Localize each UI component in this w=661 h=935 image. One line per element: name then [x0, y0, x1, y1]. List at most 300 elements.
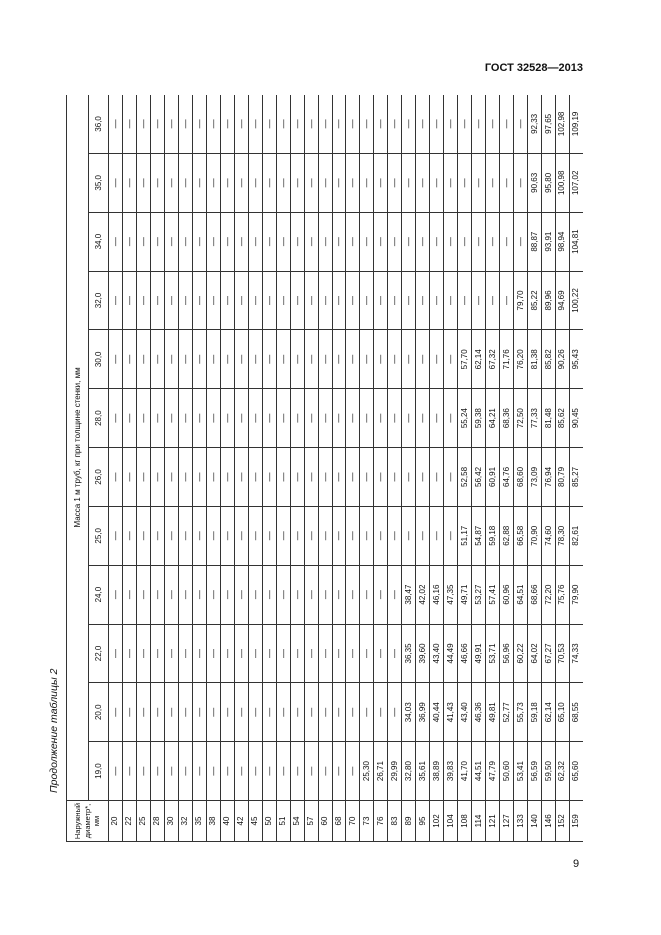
mass-value-cell: —: [374, 506, 388, 565]
mass-value-cell: —: [444, 330, 458, 389]
diameter-cell: 38: [206, 801, 220, 842]
mass-value-cell: —: [304, 683, 318, 742]
mass-value-cell: —: [150, 683, 164, 742]
mass-value-cell: —: [416, 95, 430, 153]
mass-value-cell: 81,48: [542, 389, 556, 448]
mass-value-cell: —: [346, 95, 360, 153]
mass-value-cell: 94,69: [556, 271, 570, 330]
mass-value-cell: —: [164, 95, 178, 153]
mass-value-cell: —: [374, 624, 388, 683]
mass-value-cell: —: [206, 389, 220, 448]
mass-value-cell: —: [192, 624, 206, 683]
mass-value-cell: —: [220, 389, 234, 448]
mass-value-cell: —: [360, 624, 374, 683]
mass-value-cell: —: [262, 506, 276, 565]
mass-value-cell: 47,79: [486, 742, 500, 801]
mass-value-cell: —: [388, 212, 402, 271]
table-row: [374, 95, 388, 842]
mass-value-cell: 32,80: [402, 742, 416, 801]
mass-value-cell: —: [332, 506, 346, 565]
table-row: [444, 95, 458, 842]
mass-value-cell: 29,99: [388, 742, 402, 801]
mass-value-cell: —: [332, 742, 346, 801]
mass-value-cell: —: [276, 212, 290, 271]
mass-value-cell: —: [262, 742, 276, 801]
mass-value-cell: —: [122, 565, 136, 624]
mass-value-cell: —: [220, 506, 234, 565]
diameter-cell: 146: [542, 801, 556, 842]
mass-value-cell: 44,49: [444, 624, 458, 683]
mass-value-cell: —: [164, 212, 178, 271]
mass-value-cell: —: [290, 624, 304, 683]
mass-value-cell: —: [109, 271, 123, 330]
mass-value-cell: —: [178, 212, 192, 271]
mass-value-cell: —: [220, 742, 234, 801]
table-row: [192, 95, 206, 842]
diameter-cell: 159: [569, 801, 583, 842]
mass-value-cell: 90,26: [556, 330, 570, 389]
mass-value-cell: —: [458, 271, 472, 330]
mass-value-cell: 55,24: [458, 389, 472, 448]
mass-value-cell: —: [430, 448, 444, 507]
mass-value-cell: —: [150, 153, 164, 212]
mass-value-cell: —: [388, 683, 402, 742]
mass-value-cell: 59,18: [486, 506, 500, 565]
diameter-cell: 89: [402, 801, 416, 842]
mass-value-cell: —: [136, 742, 150, 801]
mass-value-cell: —: [136, 624, 150, 683]
mass-value-cell: —: [360, 565, 374, 624]
mass-value-cell: —: [430, 271, 444, 330]
mass-value-cell: —: [234, 389, 248, 448]
mass-value-cell: —: [109, 565, 123, 624]
mass-value-cell: —: [416, 153, 430, 212]
mass-value-cell: 98,94: [556, 212, 570, 271]
table-row: [136, 95, 150, 842]
mass-value-cell: —: [514, 95, 528, 153]
diameter-cell: 152: [556, 801, 570, 842]
diameter-cell: 133: [514, 801, 528, 842]
mass-value-cell: 73,09: [528, 448, 542, 507]
mass-value-cell: —: [304, 448, 318, 507]
mass-value-cell: —: [486, 153, 500, 212]
mass-value-cell: —: [444, 271, 458, 330]
mass-value-cell: 71,76: [500, 330, 514, 389]
mass-value-cell: —: [192, 448, 206, 507]
mass-value-cell: —: [374, 683, 388, 742]
mass-value-cell: —: [164, 683, 178, 742]
mass-value-cell: —: [164, 330, 178, 389]
mass-value-cell: —: [402, 448, 416, 507]
mass-value-cell: 107,02: [569, 153, 583, 212]
mass-value-cell: —: [500, 271, 514, 330]
mass-value-cell: —: [178, 153, 192, 212]
mass-value-cell: —: [486, 95, 500, 153]
mass-value-cell: 64,02: [528, 624, 542, 683]
mass-value-cell: 41,43: [444, 683, 458, 742]
mass-value-cell: —: [109, 683, 123, 742]
mass-value-cell: 34,03: [402, 683, 416, 742]
mass-value-cell: —: [402, 271, 416, 330]
mass-value-cell: 38,89: [430, 742, 444, 801]
thickness-header-cell: 24,0: [89, 565, 109, 624]
mass-value-cell: —: [472, 153, 486, 212]
mass-value-cell: —: [430, 506, 444, 565]
table-row: [486, 95, 500, 842]
mass-value-cell: —: [206, 683, 220, 742]
mass-value-cell: —: [332, 448, 346, 507]
mass-value-cell: —: [360, 683, 374, 742]
mass-value-cell: 62,14: [542, 683, 556, 742]
diameter-cell: 60: [318, 801, 332, 842]
mass-value-cell: —: [276, 624, 290, 683]
mass-value-cell: —: [136, 95, 150, 153]
mass-value-cell: —: [402, 153, 416, 212]
mass-value-cell: 60,91: [486, 448, 500, 507]
table-row: [528, 95, 542, 842]
mass-value-cell: —: [332, 624, 346, 683]
mass-value-cell: —: [262, 389, 276, 448]
mass-value-cell: 39,83: [444, 742, 458, 801]
mass-value-cell: 49,71: [458, 565, 472, 624]
table-row: [150, 95, 164, 842]
mass-value-cell: —: [388, 448, 402, 507]
mass-value-cell: 62,32: [556, 742, 570, 801]
mass-value-cell: 85,22: [528, 271, 542, 330]
diameter-cell: 20: [109, 801, 123, 842]
mass-value-cell: —: [388, 624, 402, 683]
diameter-cell: 30: [164, 801, 178, 842]
mass-value-cell: —: [262, 565, 276, 624]
mass-value-cell: —: [164, 565, 178, 624]
mass-value-cell: 26,71: [374, 742, 388, 801]
mass-value-cell: —: [192, 742, 206, 801]
table-row: [262, 95, 276, 842]
mass-value-cell: —: [122, 624, 136, 683]
mass-value-cell: —: [248, 683, 262, 742]
mass-value-cell: —: [276, 389, 290, 448]
mass-value-cell: —: [346, 153, 360, 212]
mass-value-cell: —: [206, 506, 220, 565]
diameter-cell: 45: [248, 801, 262, 842]
mass-value-cell: —: [444, 95, 458, 153]
mass-value-cell: 93,91: [542, 212, 556, 271]
mass-value-cell: —: [290, 742, 304, 801]
table-row: [346, 95, 360, 842]
mass-value-cell: —: [178, 742, 192, 801]
mass-value-cell: —: [318, 683, 332, 742]
mass-value-cell: —: [220, 212, 234, 271]
mass-value-cell: —: [150, 448, 164, 507]
thickness-header-cell: 34,0: [89, 212, 109, 271]
diameter-cell: 70: [346, 801, 360, 842]
diameter-cell: 95: [416, 801, 430, 842]
mass-value-cell: —: [332, 389, 346, 448]
mass-value-cell: —: [206, 212, 220, 271]
diameter-cell: 40: [220, 801, 234, 842]
mass-value-cell: —: [192, 506, 206, 565]
mass-value-cell: 66,58: [514, 506, 528, 565]
mass-value-cell: 100,98: [556, 153, 570, 212]
mass-value-cell: —: [109, 330, 123, 389]
mass-value-cell: —: [178, 565, 192, 624]
mass-value-cell: —: [220, 448, 234, 507]
mass-value-cell: —: [290, 506, 304, 565]
thickness-header-cell: 30,0: [89, 330, 109, 389]
mass-value-cell: 46,16: [430, 565, 444, 624]
mass-value-cell: 55,73: [514, 683, 528, 742]
mass-value-cell: —: [164, 389, 178, 448]
diameter-cell: 73: [360, 801, 374, 842]
mass-value-cell: —: [318, 330, 332, 389]
mass-value-cell: 67,32: [486, 330, 500, 389]
mass-value-cell: —: [276, 506, 290, 565]
mass-value-cell: 52,77: [500, 683, 514, 742]
table-row: [556, 95, 570, 842]
mass-value-cell: —: [220, 153, 234, 212]
mass-value-cell: —: [430, 153, 444, 212]
mass-value-cell: —: [304, 742, 318, 801]
mass-value-cell: —: [262, 448, 276, 507]
mass-value-cell: —: [332, 95, 346, 153]
mass-value-cell: 59,50: [542, 742, 556, 801]
mass-value-cell: —: [192, 565, 206, 624]
mass-value-cell: 79,70: [514, 271, 528, 330]
table-row: [234, 95, 248, 842]
table-row: [500, 95, 514, 842]
mass-value-cell: —: [248, 389, 262, 448]
mass-value-cell: —: [444, 448, 458, 507]
mass-value-cell: —: [178, 624, 192, 683]
mass-value-cell: 109,19: [569, 95, 583, 153]
mass-value-cell: —: [402, 389, 416, 448]
mass-value-cell: 68,60: [514, 448, 528, 507]
table-row: [388, 95, 402, 842]
mass-value-cell: —: [472, 95, 486, 153]
mass-value-cell: —: [150, 624, 164, 683]
mass-value-cell: —: [136, 448, 150, 507]
diameter-column-header: Наружный диаметр*, мм: [67, 801, 109, 842]
mass-value-cell: —: [248, 212, 262, 271]
mass-value-cell: —: [374, 95, 388, 153]
mass-value-cell: —: [360, 153, 374, 212]
mass-value-cell: —: [178, 95, 192, 153]
diameter-cell: 140: [528, 801, 542, 842]
mass-value-cell: —: [290, 448, 304, 507]
mass-value-cell: —: [164, 742, 178, 801]
mass-value-cell: —: [122, 742, 136, 801]
mass-value-cell: —: [458, 212, 472, 271]
mass-value-cell: —: [206, 153, 220, 212]
mass-value-cell: —: [276, 565, 290, 624]
table-row: [569, 95, 583, 842]
mass-value-cell: —: [234, 506, 248, 565]
table-header-row: [67, 95, 89, 842]
mass-value-cell: —: [430, 212, 444, 271]
mass-value-cell: —: [206, 565, 220, 624]
thickness-header-cell: 36,0: [89, 95, 109, 153]
mass-value-cell: —: [332, 153, 346, 212]
table-row: [430, 95, 444, 842]
thickness-header-cell: 19,0: [89, 742, 109, 801]
mass-value-cell: —: [430, 95, 444, 153]
mass-value-cell: —: [122, 389, 136, 448]
diameter-cell: 22: [122, 801, 136, 842]
mass-value-cell: —: [220, 565, 234, 624]
table-row: [164, 95, 178, 842]
mass-value-cell: —: [430, 389, 444, 448]
diameter-cell: 35: [192, 801, 206, 842]
mass-value-cell: —: [248, 506, 262, 565]
mass-value-cell: —: [178, 506, 192, 565]
mass-value-cell: —: [192, 212, 206, 271]
mass-value-cell: —: [248, 271, 262, 330]
mass-value-cell: —: [332, 212, 346, 271]
mass-value-cell: —: [318, 271, 332, 330]
mass-value-cell: 60,22: [514, 624, 528, 683]
mass-value-cell: —: [318, 212, 332, 271]
mass-value-cell: —: [514, 212, 528, 271]
mass-value-cell: —: [192, 153, 206, 212]
mass-value-cell: —: [332, 271, 346, 330]
mass-value-cell: —: [206, 624, 220, 683]
mass-value-cell: 25,30: [360, 742, 374, 801]
mass-value-cell: —: [150, 212, 164, 271]
diameter-cell: 127: [500, 801, 514, 842]
diameter-cell: 114: [472, 801, 486, 842]
mass-value-cell: 102,98: [556, 95, 570, 153]
mass-value-cell: —: [122, 95, 136, 153]
page-number: 9: [573, 858, 580, 870]
mass-value-cell: —: [178, 330, 192, 389]
mass-value-cell: —: [416, 448, 430, 507]
mass-value-cell: 52,58: [458, 448, 472, 507]
mass-value-cell: —: [122, 212, 136, 271]
diameter-cell: 50: [262, 801, 276, 842]
mass-value-cell: —: [234, 330, 248, 389]
mass-value-cell: —: [234, 271, 248, 330]
mass-value-cell: —: [388, 506, 402, 565]
mass-value-cell: —: [458, 153, 472, 212]
mass-value-cell: —: [374, 153, 388, 212]
mass-value-cell: —: [402, 212, 416, 271]
thickness-header-cell: 20,0: [89, 683, 109, 742]
mass-value-cell: 64,76: [500, 448, 514, 507]
diameter-cell: 108: [458, 801, 472, 842]
mass-value-cell: —: [248, 95, 262, 153]
mass-value-cell: 41,70: [458, 742, 472, 801]
mass-value-cell: —: [150, 95, 164, 153]
mass-value-cell: —: [416, 271, 430, 330]
diameter-cell: 42: [234, 801, 248, 842]
mass-value-cell: —: [234, 624, 248, 683]
mass-value-cell: —: [374, 448, 388, 507]
mass-value-cell: —: [164, 153, 178, 212]
mass-value-cell: —: [192, 330, 206, 389]
mass-value-cell: —: [318, 565, 332, 624]
mass-value-cell: —: [346, 624, 360, 683]
mass-value-cell: —: [304, 506, 318, 565]
diameter-cell: 54: [290, 801, 304, 842]
table-body: [109, 95, 584, 842]
mass-value-cell: 77,33: [528, 389, 542, 448]
mass-value-cell: —: [136, 212, 150, 271]
table-row: [248, 95, 262, 842]
mass-value-cell: —: [276, 330, 290, 389]
mass-value-cell: —: [374, 330, 388, 389]
mass-value-cell: —: [402, 330, 416, 389]
mass-value-cell: 43,40: [458, 683, 472, 742]
mass-value-cell: —: [374, 271, 388, 330]
table-row: [416, 95, 430, 842]
mass-value-cell: 85,62: [556, 389, 570, 448]
mass-value-cell: —: [234, 448, 248, 507]
diameter-cell: 104: [444, 801, 458, 842]
thickness-header-cell: 22,0: [89, 624, 109, 683]
mass-value-cell: —: [360, 95, 374, 153]
mass-value-cell: —: [276, 448, 290, 507]
mass-value-cell: —: [164, 624, 178, 683]
mass-value-cell: —: [318, 742, 332, 801]
mass-value-cell: —: [220, 95, 234, 153]
mass-value-cell: 59,18: [528, 683, 542, 742]
mass-value-cell: —: [234, 95, 248, 153]
mass-value-cell: —: [388, 95, 402, 153]
mass-value-cell: 46,66: [458, 624, 472, 683]
mass-value-cell: —: [360, 506, 374, 565]
mass-value-cell: 57,41: [486, 565, 500, 624]
mass-value-cell: —: [500, 212, 514, 271]
mass-value-cell: —: [136, 389, 150, 448]
mass-value-cell: 64,51: [514, 565, 528, 624]
mass-value-cell: —: [122, 271, 136, 330]
mass-value-cell: 88,87: [528, 212, 542, 271]
mass-value-cell: —: [304, 153, 318, 212]
mass-value-cell: 51,17: [458, 506, 472, 565]
mass-value-cell: —: [109, 389, 123, 448]
thickness-header-cell: 26,0: [89, 448, 109, 507]
mass-value-cell: —: [486, 212, 500, 271]
mass-value-cell: —: [122, 330, 136, 389]
mass-value-cell: —: [109, 448, 123, 507]
mass-value-cell: —: [248, 565, 262, 624]
mass-value-cell: —: [360, 389, 374, 448]
mass-value-cell: —: [262, 95, 276, 153]
mass-value-cell: —: [290, 271, 304, 330]
mass-value-cell: 44,51: [472, 742, 486, 801]
mass-value-cell: —: [192, 271, 206, 330]
mass-value-cell: —: [109, 624, 123, 683]
mass-value-cell: —: [234, 565, 248, 624]
mass-value-cell: —: [304, 624, 318, 683]
mass-value-cell: —: [192, 95, 206, 153]
mass-value-cell: —: [318, 389, 332, 448]
mass-value-cell: —: [374, 565, 388, 624]
mass-value-cell: —: [416, 330, 430, 389]
mass-value-cell: 65,60: [569, 742, 583, 801]
mass-value-cell: 95,43: [569, 330, 583, 389]
mass-value-cell: —: [248, 742, 262, 801]
mass-value-cell: —: [444, 153, 458, 212]
table-row: [178, 95, 192, 842]
mass-value-cell: —: [262, 153, 276, 212]
thickness-header-cell: 25,0: [89, 506, 109, 565]
mass-value-cell: —: [206, 271, 220, 330]
mass-value-cell: 104,81: [569, 212, 583, 271]
table-row: [220, 95, 234, 842]
mass-value-cell: —: [388, 565, 402, 624]
document-standard-header: ГОСТ 32528—2013: [484, 62, 583, 74]
